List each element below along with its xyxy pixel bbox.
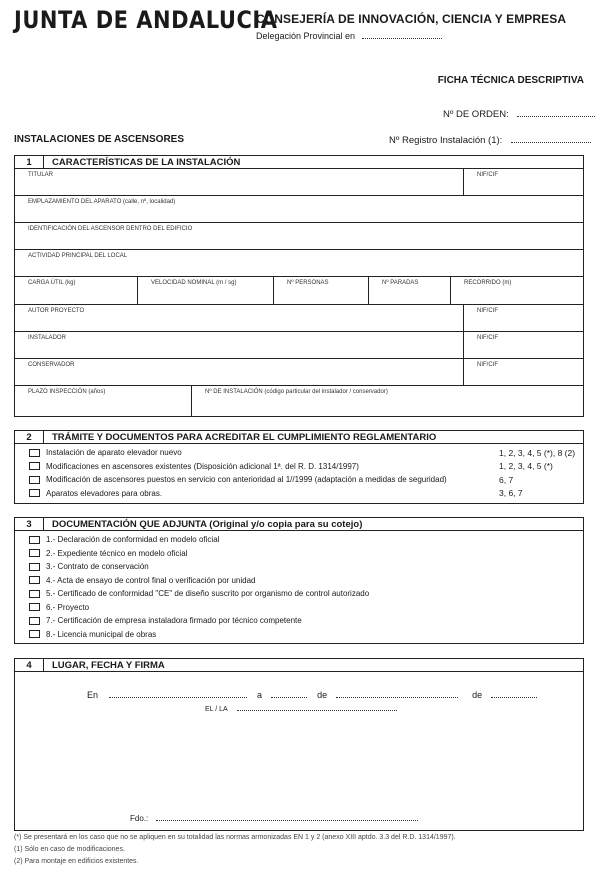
documento-label: 8.- Licencia municipal de obras (46, 629, 157, 639)
documento-label: 2.- Expediente técnico en modelo oficial (46, 548, 188, 558)
tramite-label: Modificación de ascensores puestos en servicio con anterioridad al 1//1999 (adaptación a medidas de seguridad) (46, 475, 447, 485)
documento-label: 7.- Certificación de empresa instaladora firmado por técnico competente (46, 616, 302, 626)
section-1-number: 1 (15, 156, 44, 168)
lugar-field[interactable] (109, 689, 247, 698)
section-caracteristicas (14, 155, 584, 417)
row-plazo (15, 386, 583, 417)
documento-item (15, 560, 583, 574)
num-instalacion-label: Nº DE INSTALACIÓN (código particular del instalador / conservador) (205, 389, 388, 395)
section-4-number: 4 (15, 659, 44, 671)
mes-field[interactable] (336, 689, 458, 698)
registro-field[interactable] (511, 134, 591, 143)
nif-label: NIF/CIF (477, 335, 498, 341)
footnote-asterisk: (*) Se presentará en los caso que no se apliquen en su totalidad las normas armonizadas EN 1 y 2 (anexo XIII aptdo. 3.3 del R.D. 1314/1997). (14, 834, 456, 841)
delegacion-provincial (256, 30, 442, 41)
section-2-title: TRÁMITE Y DOCUMENTOS PARA ACREDITAR EL CUMPLIMIENTO REGLAMENTARIO (52, 431, 437, 443)
lugar-fecha-line (87, 689, 537, 700)
section-lugar-fecha-firma (14, 658, 584, 831)
tramite-item (15, 487, 583, 501)
carga-field[interactable] (15, 277, 138, 304)
tramite-item (15, 473, 583, 487)
documento-item (15, 574, 583, 588)
instalaciones-title: INSTALACIONES DE ASCENSORES (14, 134, 185, 145)
documento-checkbox-7[interactable] (29, 617, 40, 625)
section-3-header (15, 518, 583, 531)
tramite-codes: 6, 7 (499, 474, 514, 485)
ficha-title: FICHA TÉCNICA DESCRIPTIVA (437, 75, 584, 86)
documento-label: 3.- Contrato de conservación (46, 562, 149, 572)
nif-label: NIF/CIF (477, 308, 498, 314)
section-3-number: 3 (15, 518, 44, 530)
nif-label: NIF/CIF (477, 362, 498, 368)
personas-field[interactable] (274, 277, 369, 304)
documento-label: 4.- Acta de ensayo de control final o verificación por unidad (46, 575, 256, 585)
velocidad-label: VELOCIDAD NOMINAL (m / sg) (151, 280, 237, 286)
section-2-number: 2 (15, 431, 44, 443)
el-la-field[interactable] (237, 704, 397, 711)
documento-checkbox-2[interactable] (29, 549, 40, 557)
documento-label: 1.- Declaración de conformidad en modelo oficial (46, 535, 220, 545)
anio-field[interactable] (491, 689, 537, 698)
de-label-2: de (472, 690, 483, 700)
row-autor (15, 305, 583, 332)
firma-line (130, 812, 418, 823)
dia-field[interactable] (271, 689, 307, 698)
plazo-field[interactable] (15, 386, 192, 417)
autor-field[interactable] (15, 305, 464, 331)
fdo-label: Fdo.: (130, 814, 149, 823)
documento-checkbox-1[interactable] (29, 536, 40, 544)
personas-label: Nº PERSONAS (287, 280, 329, 286)
velocidad-field[interactable] (138, 277, 274, 304)
row-instalador (15, 332, 583, 359)
documento-item (15, 587, 583, 601)
documento-checkbox-5[interactable] (29, 590, 40, 598)
instalador-field[interactable] (15, 332, 464, 358)
tramite-checkbox-3[interactable] (29, 476, 40, 484)
recorrido-field[interactable] (451, 277, 583, 304)
instalador-label: INSTALADOR (28, 335, 66, 341)
documento-checkbox-4[interactable] (29, 576, 40, 584)
actividad-label: ACTIVIDAD PRINCIPAL DEL LOCAL (28, 253, 128, 259)
actividad-field[interactable] (15, 250, 583, 276)
section-4-header (15, 659, 583, 672)
row-titular (15, 169, 583, 196)
section-3-title: DOCUMENTACIÓN QUE ADJUNTA (Original y/o copia para su cotejo) (52, 518, 363, 530)
tramite-codes: 1, 2, 3, 4, 5 (*) (499, 461, 553, 472)
instalador-nif-field[interactable] (464, 332, 583, 358)
titular-nif-field[interactable] (464, 169, 583, 195)
titular-field[interactable] (15, 169, 464, 195)
registro (389, 134, 591, 146)
tramite-label: Modificaciones en ascensores existentes (Disposición adicional 1ª. del R. D. 1314/1997) (46, 461, 359, 471)
identificacion-label: IDENTIFICACIÓN DEL ASCENSOR DENTRO DEL EDIFICIO (28, 226, 193, 232)
section-tramite (14, 430, 584, 504)
num-instalacion-field[interactable] (192, 386, 583, 417)
documento-label: 6.- Proyecto (46, 602, 90, 612)
section-1-header (15, 156, 583, 169)
documento-label: 5.- Certificado de conformidad "CE" de diseño suscrito por organismo de control autorizado (46, 589, 370, 599)
delegacion-field[interactable] (362, 30, 442, 39)
documento-item (15, 628, 583, 642)
de-label-1: de (317, 690, 328, 700)
paradas-field[interactable] (369, 277, 451, 304)
conservador-field[interactable] (15, 359, 464, 385)
tramite-item (15, 446, 583, 460)
tramite-checkbox-4[interactable] (29, 489, 40, 497)
orden (443, 108, 595, 120)
tramite-checkbox-2[interactable] (29, 462, 40, 470)
section-2-header (15, 431, 583, 444)
tramite-label: Instalación de aparato elevador nuevo (46, 448, 182, 458)
consejeria-title: CONSEJERÍA DE INNOVACIÓN, CIENCIA Y EMPRESA (256, 12, 567, 26)
en-label: En (87, 690, 99, 700)
documento-item (15, 614, 583, 628)
delegacion-label: Delegación Provincial en (256, 31, 356, 41)
paradas-label: Nº PARADAS (382, 280, 419, 286)
identificacion-field[interactable] (15, 223, 583, 249)
autor-nif-field[interactable] (464, 305, 583, 331)
el-la-line (205, 704, 397, 713)
autor-label: AUTOR PROYECTO (28, 308, 85, 314)
orden-label: Nº DE ORDEN: (443, 109, 509, 120)
titular-label: TITULAR (28, 172, 54, 178)
row-datos-tecnicos (15, 277, 583, 305)
footnote-1: (1) Sólo en caso de modificaciones. (14, 846, 125, 853)
tramite-codes: 3, 6, 7 (499, 488, 523, 499)
emplazamiento-label: EMPLAZAMIENTO DEL APARATO (calle, nº, localidad) (28, 199, 176, 205)
documento-checkbox-3[interactable] (29, 563, 40, 571)
recorrido-label: RECORRIDO (m) (464, 280, 512, 286)
documento-item (15, 533, 583, 547)
footnote-2: (2) Para montaje en edificios existentes. (14, 858, 139, 865)
logo-junta-andalucia: JUNTA DE ANDALUCIA (14, 6, 278, 34)
carga-label: CARGA ÚTIL (kg) (28, 280, 76, 286)
registro-label: Nº Registro Instalación (1): (389, 135, 503, 146)
section-4-title: LUGAR, FECHA Y FIRMA (52, 659, 165, 671)
tramite-checkbox-1[interactable] (29, 449, 40, 457)
plazo-label: PLAZO INSPECCIÓN (años) (28, 389, 106, 395)
nif-label: NIF/CIF (477, 172, 498, 178)
emplazamiento-field[interactable] (15, 196, 583, 222)
documento-item (15, 547, 583, 561)
conservador-label: CONSERVADOR (28, 362, 75, 368)
tramite-codes: 1, 2, 3, 4, 5 (*), 8 (2) (499, 447, 576, 458)
row-emplazamiento (15, 196, 583, 223)
section-1-title: CARACTERÍSTICAS DE LA INSTALACIÓN (52, 156, 241, 168)
section-documentacion (14, 517, 584, 644)
documento-checkbox-6[interactable] (29, 603, 40, 611)
row-actividad (15, 250, 583, 277)
orden-field[interactable] (517, 108, 595, 117)
row-conservador (15, 359, 583, 386)
firma-field[interactable] (156, 812, 418, 821)
conservador-nif-field[interactable] (464, 359, 583, 385)
el-la-label: EL / LA (205, 706, 228, 713)
documento-item (15, 601, 583, 615)
a-label: a (257, 690, 263, 700)
documento-checkbox-8[interactable] (29, 630, 40, 638)
row-identificacion (15, 223, 583, 250)
tramite-label: Aparatos elevadores para obras. (46, 488, 163, 498)
tramite-item (15, 460, 583, 474)
